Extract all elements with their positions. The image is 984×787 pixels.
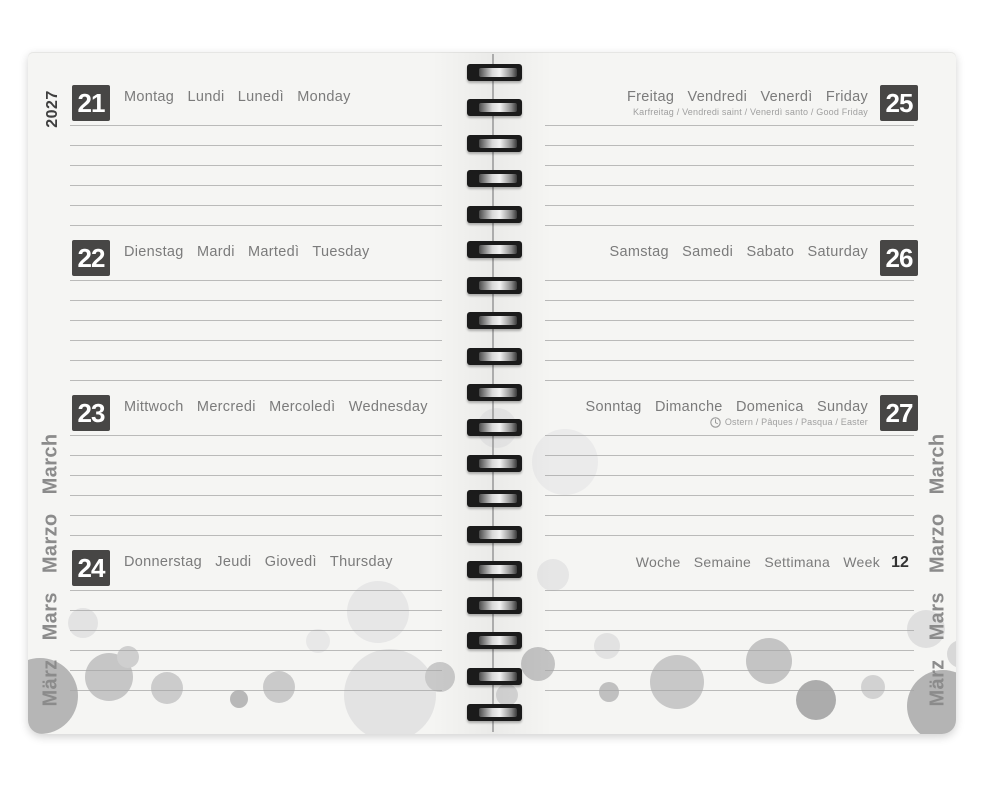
day-number-badge: 24 <box>72 550 110 586</box>
day-number-badge: 26 <box>880 240 918 276</box>
ruled-line <box>545 590 914 591</box>
day-number-badge: 25 <box>880 85 918 121</box>
ruled-line <box>545 495 914 496</box>
ruled-line <box>70 630 442 631</box>
ruled-line <box>70 320 442 321</box>
holiday-note: Ostern / Pâques / Pasqua / Easter <box>586 416 868 428</box>
ruled-line <box>545 185 914 186</box>
ruled-line <box>70 205 442 206</box>
ruled-line <box>70 535 442 536</box>
ruled-line <box>545 165 914 166</box>
ruled-line <box>545 280 914 281</box>
year-label: 2027 <box>44 90 61 128</box>
day-names-label: Freitag Vendredi Venerdì Friday <box>626 89 868 105</box>
day-names-label: Mittwoch Mercredi Mercoledì Wednesday <box>124 399 428 415</box>
day-row-25 <box>545 85 914 240</box>
week-labels: Woche Semaine Settimana Week <box>635 554 880 570</box>
ruled-line <box>545 610 914 611</box>
ruled-line <box>545 630 914 631</box>
day-row-23 <box>70 395 442 550</box>
ruled-line <box>545 320 914 321</box>
ruled-line <box>545 475 914 476</box>
holiday-note: Karfreitag / Vendredi saint / Venerdì santo / Good Friday <box>632 107 868 117</box>
ruled-line <box>70 380 442 381</box>
clock-icon <box>710 417 721 428</box>
writing-lines <box>70 590 442 732</box>
ruled-line <box>545 515 914 516</box>
ruled-line <box>70 300 442 301</box>
ruled-line <box>545 300 914 301</box>
ruled-line <box>70 690 442 691</box>
ruled-line <box>70 280 442 281</box>
day-names-label: Dienstag Mardi Martedì Tuesday <box>124 244 370 260</box>
day-row-22 <box>70 240 442 395</box>
week-number: 12 <box>891 554 909 571</box>
ruled-line <box>545 380 914 381</box>
ruled-line <box>70 455 442 456</box>
ruled-line <box>545 340 914 341</box>
day-names-label: Montag Lundi Lunedì Monday <box>124 89 351 105</box>
day-row-21 <box>70 85 442 240</box>
ruled-line <box>70 670 442 671</box>
ruled-line <box>545 455 914 456</box>
ruled-line <box>70 495 442 496</box>
ruled-line <box>545 535 914 536</box>
ruled-line <box>545 670 914 671</box>
ruled-line <box>545 205 914 206</box>
week-row <box>545 550 914 705</box>
day-names-label: Sonntag Dimanche Domenica Sunday <box>585 399 868 415</box>
ruled-line <box>70 360 442 361</box>
day-row-24 <box>70 550 442 705</box>
ruled-line <box>70 475 442 476</box>
ruled-line <box>70 145 442 146</box>
ruled-line <box>545 360 914 361</box>
ruled-line <box>545 125 914 126</box>
day-names-label: Samstag Samedi Sabato Saturday <box>609 244 868 260</box>
day-number-badge: 27 <box>880 395 918 431</box>
ruled-line <box>70 435 442 436</box>
day-number-badge: 23 <box>72 395 110 431</box>
day-names-label: Donnerstag Jeudi Giovedì Thursday <box>124 554 393 570</box>
month-sidebar-left: März Mars Marzo March <box>39 433 62 707</box>
ruled-line <box>70 340 442 341</box>
writing-lines <box>545 590 914 732</box>
ruled-line <box>545 650 914 651</box>
day-number-badge: 22 <box>72 240 110 276</box>
ruled-line <box>545 145 914 146</box>
ruled-line <box>545 435 914 436</box>
ruled-line <box>70 610 442 611</box>
day-row-27 <box>545 395 914 550</box>
ruled-line <box>70 590 442 591</box>
day-number-badge: 21 <box>72 85 110 121</box>
month-sidebar-right: März Mars Marzo March <box>926 433 949 707</box>
ruled-line <box>70 165 442 166</box>
ruled-line <box>545 690 914 691</box>
ruled-line <box>70 650 442 651</box>
ruled-line <box>70 125 442 126</box>
planner-spread <box>28 52 956 734</box>
page-gutter-line <box>492 54 494 732</box>
day-row-26 <box>545 240 914 395</box>
ruled-line <box>70 185 442 186</box>
ruled-line <box>70 515 442 516</box>
ruled-line <box>70 225 442 226</box>
ruled-line <box>545 225 914 226</box>
